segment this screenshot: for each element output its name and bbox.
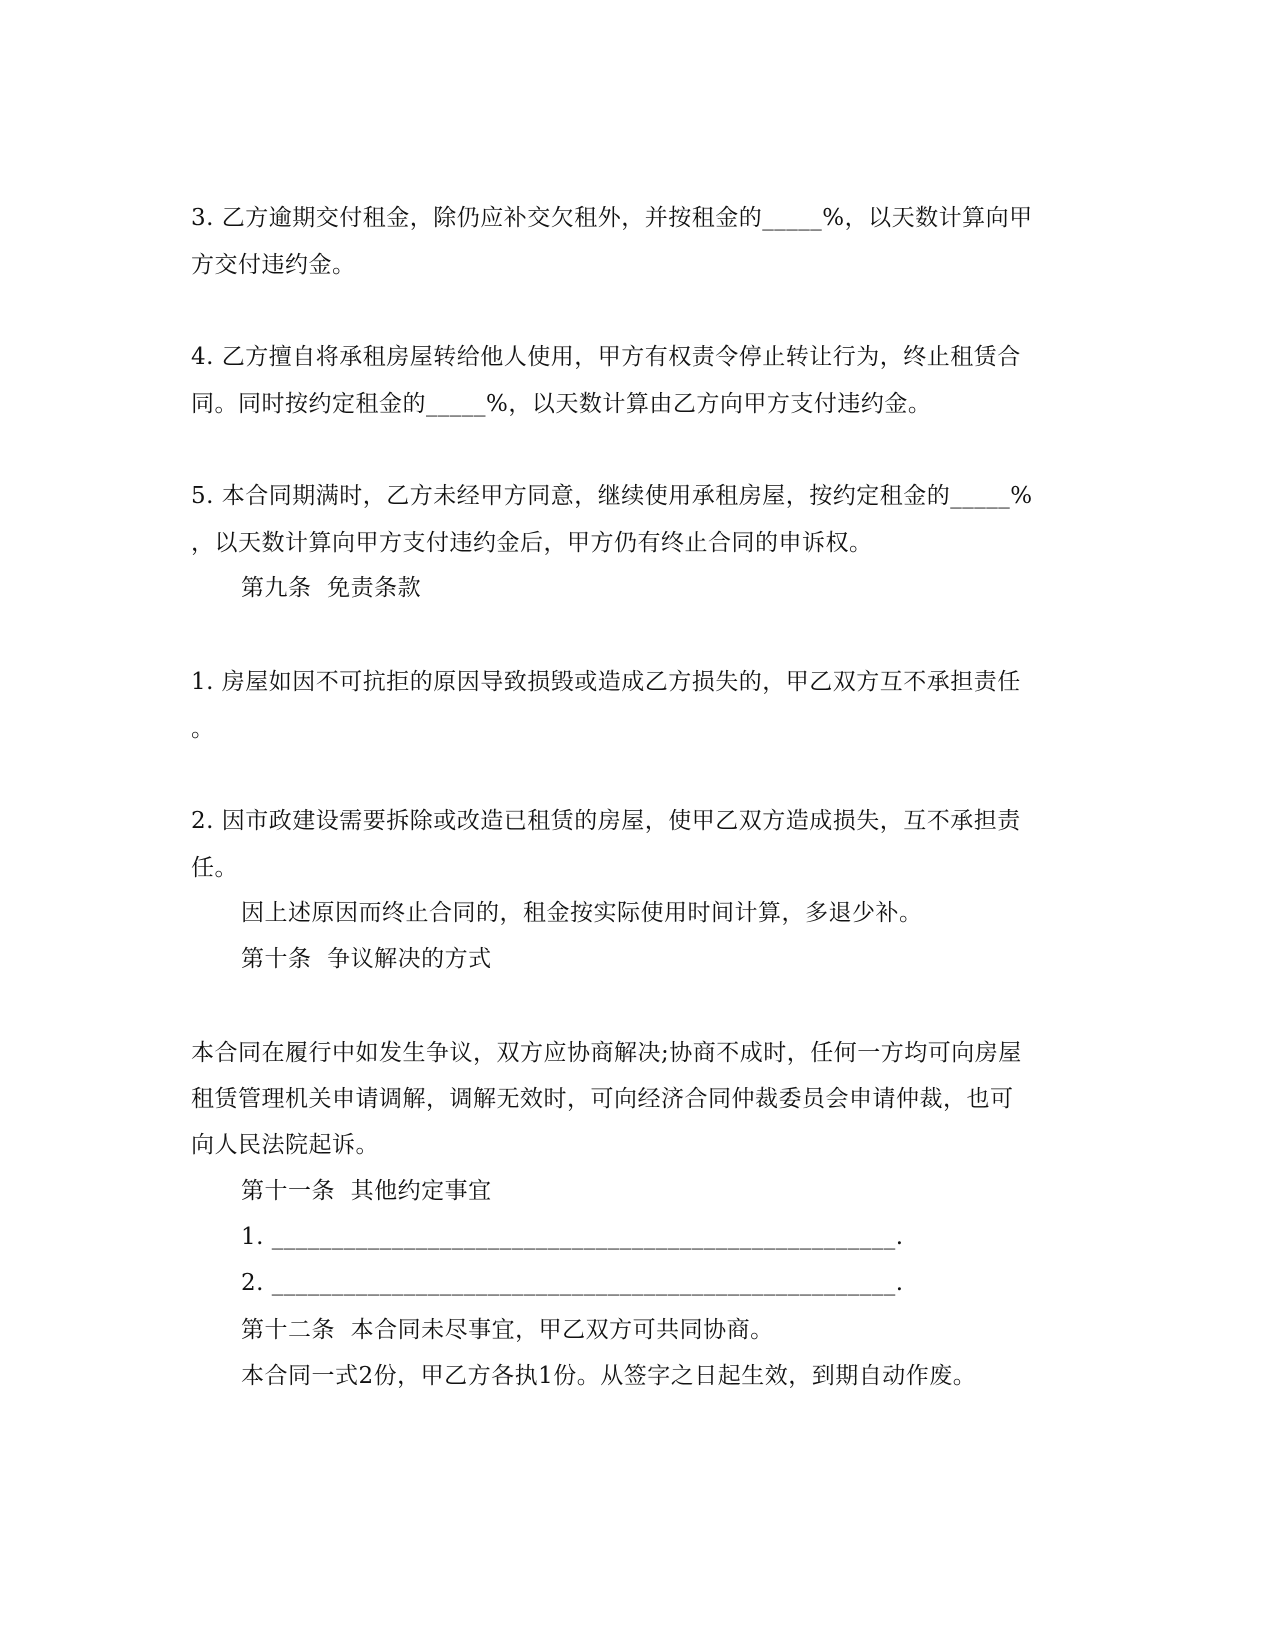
clause-9-item-1-line-1: 1. 房屋如因不可抗拒的原因导致损毁或造成乙方损失的，甲乙双方互不承担责任 xyxy=(191,669,1021,695)
clause-8-item-4-line-1: 4. 乙方擅自将承租房屋转给他人使用，甲方有权责令停止转让行为，终止租赁合 xyxy=(191,344,1021,370)
clause-11-blank-2: 2. ____________________________________________________. xyxy=(241,1270,904,1296)
clause-9-heading: 第九条 免责条款 xyxy=(241,575,422,601)
clause-8-item-4-line-2: 同。同时按约定租金的_____%，以天数计算由乙方向甲方支付违约金。 xyxy=(191,391,932,417)
clause-9-item-2-line-2: 任。 xyxy=(191,855,238,881)
clause-11-blank-1: 1. ____________________________________________________. xyxy=(241,1224,904,1250)
clause-10-line-1: 本合同在履行中如发生争议，双方应协商解决;协商不成时，任何一方均可向房屋 xyxy=(191,1040,1022,1066)
clause-8-item-3-line-2: 方交付违约金。 xyxy=(191,252,356,278)
clause-11-heading: 第十一条 其他约定事宜 xyxy=(241,1178,492,1204)
clause-9-item-1-line-2: 。 xyxy=(191,716,215,742)
clause-10-heading: 第十条 争议解决的方式 xyxy=(241,946,492,972)
clause-8-item-3-line-1: 3. 乙方逾期交付租金，除仍应补交欠租外，并按租金的_____%，以天数计算向甲 xyxy=(191,205,1033,231)
clause-9-item-2-line-1: 2. 因市政建设需要拆除或改造已租赁的房屋，使甲乙双方造成损失，互不承担责 xyxy=(191,808,1021,834)
clause-12-heading: 第十二条 本合同未尽事宜，甲乙双方可共同协商。 xyxy=(241,1317,774,1343)
clause-8-item-5-line-2: ，以天数计算向甲方支付违约金后，甲方仍有终止合同的申诉权。 xyxy=(191,530,873,556)
clause-10-line-2: 租赁管理机关申请调解，调解无效时，可向经济合同仲裁委员会申请仲裁，也可 xyxy=(191,1086,1014,1112)
clause-9-note: 因上述原因而终止合同的，租金按实际使用时间计算，多退少补。 xyxy=(241,900,923,926)
clause-12-copies: 本合同一式2份，甲乙方各执1份。从签字之日起生效，到期自动作废。 xyxy=(241,1363,977,1389)
clause-10-line-3: 向人民法院起诉。 xyxy=(191,1132,379,1158)
clause-8-item-5-line-1: 5. 本合同期满时，乙方未经甲方同意，继续使用承租房屋，按约定租金的_____% xyxy=(191,483,1033,509)
